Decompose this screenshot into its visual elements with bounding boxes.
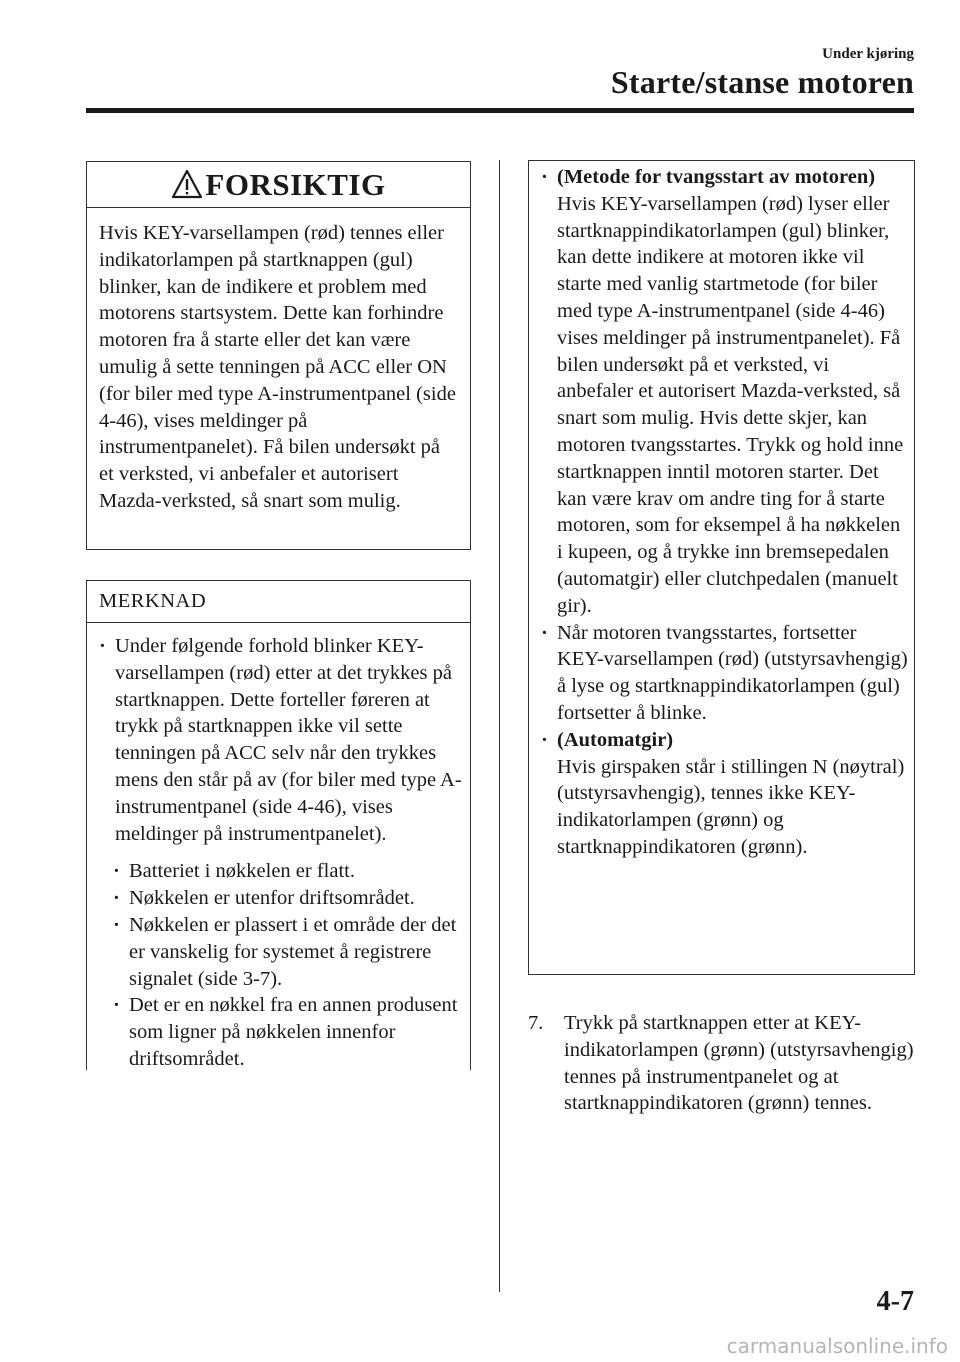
list-item: · Når motoren tvangsstartes, fortsetter KEY-varsellampen (rød) (utstyrsavhengig) å lyse og startknappindikatorlampen (gul) fortsetter å blinke. (541, 620, 908, 727)
automatic-title: (Automatgir) (557, 728, 674, 751)
watermark: carmanualsonline.info (726, 1334, 948, 1358)
step-number: 7. (528, 1012, 544, 1034)
list-item: · Nøkkelen er utenfor driftsområdet. (99, 885, 462, 912)
caution-box (86, 161, 471, 550)
forced-start-title: (Metode for tvangsstart av motoren) (557, 166, 876, 188)
list-item: · (Automatgir) Hvis girspaken står i stillingen N (nøytral) (utstyrsavhengig), tennes ikke KEY-indikatorlampen (grønn) og startknappindikatoren (grønn). (541, 728, 905, 858)
step-7 (528, 1010, 918, 1117)
header-rule (86, 108, 914, 113)
section-label: Under kjøring (822, 46, 914, 62)
list-item: · Nøkkelen er plassert i et område der det er vanskelig for systemet å registrere signalet (side 3-7). (99, 912, 462, 992)
list-item (99, 633, 462, 847)
caution-text: Hvis KEY-varsellampen (rød) tennes eller indikatorlampen på startknappen (gul) blinker, kan de indikere et problem med motorens startsystem. Dette kan forhindre motoren fra å starte eller det kan være umulig å sette tenningen på ACC eller ON (for biler med type A-instrumentpanel (side 4-46), vises meldinger på instrumentpanelet). Få bilen undersøkt på et verksted, vi anbefaler et autorisert Mazda-verksted, så snart som mulig. (99, 222, 456, 512)
continued-notes-box (528, 160, 915, 975)
list-item: · Det er en nøkkel fra en annen produsent som ligner på nøkkelen innenfor driftsområdet. (99, 992, 462, 1072)
caution-heading-text: FORSIKTIG (205, 166, 386, 202)
forced-start-followup: Når motoren tvangsstartes, fortsetter KEY-varsellampen (rød) (utstyrsavhengig) å lyse og startknappindikatorlampen (gul) fortsetter å blinke. (557, 621, 908, 724)
sub-item-text: Batteriet i nøkkelen er flatt. (129, 860, 355, 883)
forced-start-text: Hvis KEY-varsellampen (rød) lyser eller startknappindikatorlampen (gul) blinker, kan dette indikere at motoren ikke vil starte med vanlig startmetode (for biler med type A-instrumentpanel (side 4-46) vises meldinger på instrumentpanelet). Få bilen undersøkt på et verksted, vi anbefaler et autorisert Mazda-verksted, så snart som mulig. Hvis dette skjer, kan motoren tvangsstartes. Trykk og hold inne startknappen inntil motoren starter. Det kan være krav om andre ting for å starte motoren, som for eksempel å ha nøkkelen i kupeen, og å trykke inn bremsepedalen (automatgir) eller clutchpedalen (manuelt gir). (557, 192, 904, 617)
automatic-text: Hvis girspaken står i stillingen N (nøytral) (utstyrsavhengig), tennes ikke KEY-indikatorlampen (grønn) og startknappindikatoren (grønn). (557, 755, 905, 858)
list-item: · Batteriet i nøkkelen er flatt. (99, 858, 462, 885)
sub-item-text: Det er en nøkkel fra en annen produsent som ligner på nøkkelen innenfor driftsområdet. (129, 994, 458, 1070)
notes-box (86, 580, 471, 1070)
column-divider (499, 160, 500, 1292)
sub-item-text: Nøkkelen er utenfor driftsområdet. (129, 887, 415, 910)
list-item: · (Metode for tvangsstart av motoren) Hvis KEY-varsellampen (rød) lyser eller startknappindikatorlampen (gul) blinker, kan dette indikere at motoren ikke vil starte med vanlig startmetode (for biler med type A-instrumentpanel (side 4-46) vises meldinger på instrumentpanelet). Få bilen undersøkt på et verksted, vi anbefaler et autorisert Mazda-verksted, så snart som mulig. Hvis dette skjer, kan motoren tvangsstartes. Trykk og hold inne startknappen inntil motoren starter. Det kan være krav om andre ting for å starte motoren, som for eksempel å ha nøkkelen i kupeen, og å trykke inn bremsepedalen (automatgir) eller clutchpedalen (manuelt gir). (541, 166, 904, 617)
notes-bullet-text: Under følgende forhold blinker KEY-varsellampen (rød) etter at det trykkes på startknappen. Dette forteller føreren at trykk på startknappen ikke vil sette tenningen på ACC selv når den trykkes mens den står på av (for biler med type A-instrumentpanel (side 4-46), vises meldinger på instrumentpanelet). (115, 635, 462, 845)
step-text: Trykk på startknappen etter at KEY-indikatorlampen (grønn) (utstyrsavhengig) tennes på instrumentpanelet og at startknappindikatoren (grønn) tennes. (564, 1012, 914, 1115)
sub-item-text: Nøkkelen er plassert i et område der det er vanskelig for systemet å registrere signalet (side 3-7). (129, 913, 457, 990)
caution-heading (87, 162, 470, 208)
warning-triangle-icon (171, 169, 203, 199)
page-title: Starte/stanse motoren (610, 64, 914, 100)
page-number: 4-7 (876, 1286, 914, 1317)
bullet-dot: · (99, 635, 106, 657)
notes-heading: MERKNAD (87, 581, 470, 623)
